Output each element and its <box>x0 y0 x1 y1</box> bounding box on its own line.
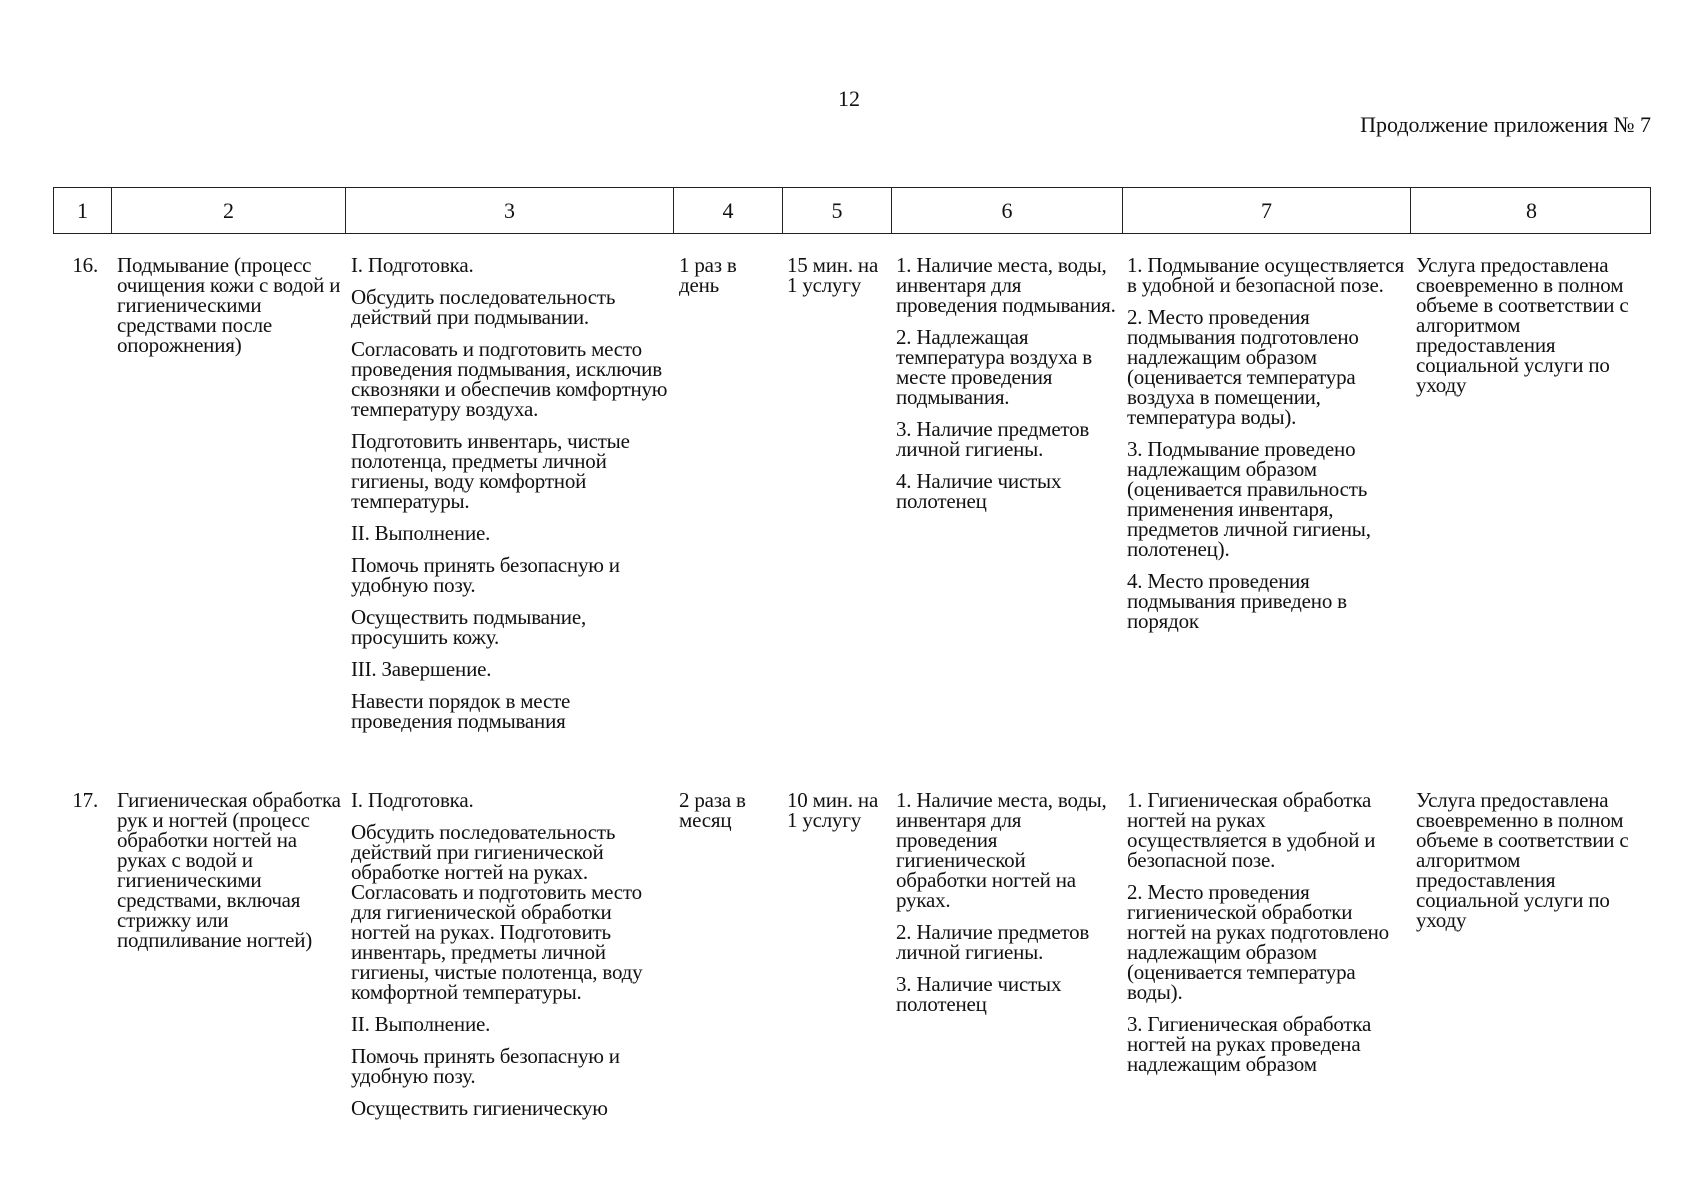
header-col-4: 4 <box>673 188 782 233</box>
service-name: Подмывание (процесс очищения кожи с водой и гигиеническими средствами после опорожнения) <box>117 253 341 357</box>
step-text: Навести порядок в месте проведения подмывания <box>351 689 571 733</box>
conditions <box>896 790 1118 1026</box>
step-text: Обсудить последовательность действий при подмывании. <box>351 285 616 329</box>
header-col-5: 5 <box>782 188 891 233</box>
quality-indicators <box>1127 255 1407 643</box>
quality-text: 2. Место проведения подмывания подготовлено надлежащим образом (оценивается температура воздуха в помещении, температура воды). <box>1127 305 1359 429</box>
step-text: I. Подготовка. <box>351 253 474 277</box>
step-text: Осуществить гигиеническую <box>351 1096 608 1120</box>
frequency: 1 раз в день <box>679 253 737 297</box>
condition-text: 3. Наличие предметов личной гигиены. <box>896 417 1090 461</box>
header-col-1: 1 <box>77 197 88 223</box>
row-number: 16. <box>72 253 98 277</box>
quality-text: 1. Подмывание осуществляется в удобной и безопасной позе. <box>1127 253 1405 297</box>
page-number: 12 <box>838 86 860 111</box>
quality-text: 2. Место проведения гигиенической обработки ногтей на руках подготовлено надлежащим образом (оценивается температура воды). <box>1127 880 1389 1004</box>
quality-text: 3. Подмывание проведено надлежащим образом (оценивается правильность применения инвентаря, предметов личной гигиены, полотенец). <box>1127 437 1371 561</box>
table-header <box>53 187 1651 234</box>
step-text: Помочь принять безопасную и удобную позу. <box>351 553 620 597</box>
step-text: III. Завершение. <box>351 657 492 681</box>
quality-text: 4. Место проведения подмывания приведено в порядок <box>1127 569 1347 633</box>
conditions <box>896 255 1118 523</box>
header-col-2: 2 <box>111 188 345 233</box>
duration: 15 мин. на 1 услугу <box>787 253 879 297</box>
header-col-8: 8 <box>1410 188 1652 233</box>
row-number: 17. <box>72 788 98 812</box>
step-text: Согласовать и подготовить место проведения подмывания, исключив сквозняки и обеспечив комфортную температуру воздуха. <box>351 337 668 421</box>
step-text: I. Подготовка. <box>351 788 474 812</box>
step-text: II. Выполнение. <box>351 1012 491 1036</box>
appendix-title: Продолжение приложения № 7 <box>1360 112 1651 137</box>
evaluation: Услуга предоставлена своевременно в полном объеме в соответствии с алгоритмом предоставления социальной услуги по уходу <box>1416 253 1629 397</box>
condition-text: 1. Наличие места, воды, инвентаря для проведения гигиенической обработки ногтей на руках. <box>896 788 1107 912</box>
step-text: II. Выполнение. <box>351 521 491 545</box>
step-text: Помочь принять безопасную и удобную позу. <box>351 1044 620 1088</box>
step-text: Обсудить последовательность действий при гигиенической обработке ногтей на руках. Согласовать и подготовить место для гигиенической обработки ногтей на руках. Подготовить инвентарь, предметы личной гигиены, чистые полотенца, воду комфортной температуры. <box>351 820 643 1004</box>
header-col-7: 7 <box>1122 188 1410 233</box>
quality-indicators <box>1127 790 1407 1086</box>
header-col-3: 3 <box>345 188 673 233</box>
condition-text: 4. Наличие чистых полотенец <box>896 469 1062 513</box>
header-col-6: 6 <box>891 188 1122 233</box>
condition-text: 2. Наличие предметов личной гигиены. <box>896 920 1090 964</box>
quality-text: 1. Гигиеническая обработка ногтей на руках осуществляется в удобной и безопасной позе. <box>1127 788 1376 872</box>
service-name: Гигиеническая обработка рук и ногтей (процесс обработки ногтей на руках с водой и гигиеническими средствами, включая стрижку или подпиливание ногтей) <box>117 788 341 952</box>
step-text: Осуществить подмывание, просушить кожу. <box>351 605 587 649</box>
condition-text: 3. Наличие чистых полотенец <box>896 972 1062 1016</box>
condition-text: 1. Наличие места, воды, инвентаря для проведения подмывания. <box>896 253 1116 317</box>
evaluation: Услуга предоставлена своевременно в полном объеме в соответствии с алгоритмом предоставления социальной услуги по уходу <box>1416 788 1629 932</box>
frequency: 2 раза в месяц <box>679 788 746 832</box>
duration: 10 мин. на 1 услугу <box>787 788 879 832</box>
step-text: Подготовить инвентарь, чистые полотенца, предметы личной гигиены, воду комфортной температуры. <box>351 429 630 513</box>
service-steps <box>351 790 671 1130</box>
condition-text: 2. Надлежащая температура воздуха в месте проведения подмывания. <box>896 325 1092 409</box>
quality-text: 3. Гигиеническая обработка ногтей на руках проведена надлежащим образом <box>1127 1012 1372 1076</box>
service-steps <box>351 255 671 743</box>
